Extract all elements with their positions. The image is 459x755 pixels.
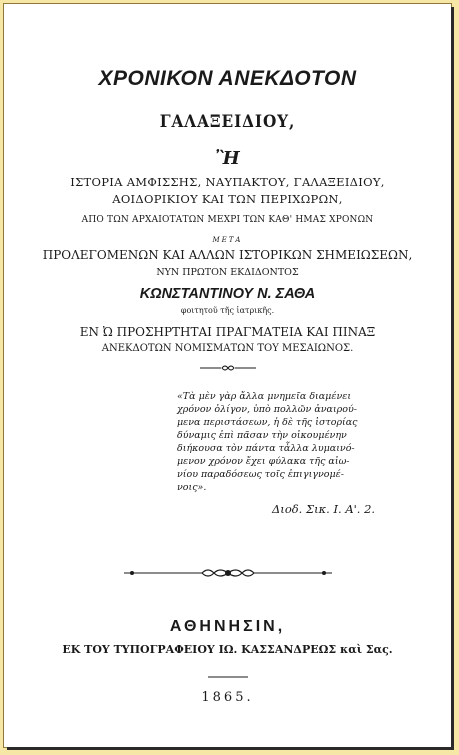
page-frame (4, 4, 451, 747)
appendix-line-2: ΑΝΕΚΔΟΤΩΝ ΝΟΜΙΣΜΑΤΩΝ ΤΟΥ ΜΕΣΑΙΩΝΟΣ. (101, 343, 354, 354)
quote-line: «Τὰ μὲν γὰρ ἄλλα μνημεῖα διαμένει (177, 391, 352, 402)
conjunction: Ἢ (215, 148, 240, 169)
book-title: ΧΡΟΝΙΚΟΝ ΑΝΕΚΔΟΤΟΝ (98, 67, 357, 90)
title-page (4, 4, 451, 747)
publication-year: 1865. (201, 690, 254, 705)
quote-line: δύναμις ἐπὶ πᾶσαν τὴν οἰκουμένην (177, 430, 347, 441)
quote-line: διήκουσα τὸν πάντα τἆλλα λυμαινό- (177, 443, 355, 454)
history-line-2: ΑΟΙΔΟΡΙΚΙΟΥ ΚΑΙ ΤΩΝ ΠΕΡΙΧΩΡΩΝ, (112, 192, 343, 206)
place-of-publication: ΑΘΗΝΗΣΙΝ, (169, 618, 286, 635)
quote-line: νοις». (177, 482, 207, 493)
period-line: ΑΠΟ ΤΩΝ ΑΡΧΑΙΟΤΑΤΩΝ ΜΕΧΡΙ ΤΩΝ ΚΑΘ' ΗΜΑΣ ΧΡΟΝΩΝ (81, 215, 374, 225)
epigraph-quote (177, 390, 373, 494)
quote-line: χρόνον ὀλίγον, ὑπὸ πολλῶν ἀναιρού- (177, 404, 357, 415)
short-rule-icon (208, 676, 248, 678)
quote-line: νίου παραδόσεως τοῖς ἐπιγιγνομέ- (177, 469, 344, 480)
quote-line: μενα περιστάσεων, ἡ δὲ τῆς ἱστορίας (177, 417, 358, 428)
editor-intro: ΝΥΝ ΠΡΩΤΟΝ ΕΚΔΙΔΟΝΤΟΣ (156, 267, 299, 278)
small-ornament-icon (200, 364, 256, 372)
editor-role: φοιτητοῦ τῆς ἰατρικῆς. (180, 306, 275, 315)
meta-line: ΜΕΤΑ (212, 236, 243, 244)
epigraph-citation: Διοδ. Σικ. Ι. Α'. 2. (272, 502, 376, 516)
prolegomena-line: ΠΡΟΛΕΓΟΜΕΝΩΝ ΚΑΙ ΑΛΛΩΝ ΙΣΤΟΡΙΚΩΝ ΣΗΜΕΙΩΣΕΩΝ, (42, 248, 413, 262)
quote-line: μενον χρόνον ἔχει φύλακα τῆς αἰω- (177, 456, 350, 467)
editor-name: ΚΩΝΣΤΑΝΤΙΝΟΥ Ν. ΣΑΘΑ (139, 286, 316, 302)
appendix-line-1: ΕΝ Ὠ ΠΡΟΣΗΡΤΗΤΑΙ ΠΡΑΓΜΑΤΕΙΑ ΚΑΙ ΠΙΝΑΞ (79, 325, 376, 339)
decorative-rule-icon (124, 566, 332, 580)
printer-line: ΕΚ ΤΟΥ ΤΥΠΟΓΡΑΦΕΙΟΥ ΙΩ. ΚΑΣΣΑΝΔΡΕΩΣ καὶ Σας. (62, 643, 393, 656)
book-subtitle: ΓΑΛΑΞΕΙΔΙΟΥ, (159, 112, 296, 132)
history-line-1: ΙΣΤΟΡΙΑ ΑΜΦΙΣΣΗΣ, ΝΑΥΠΑΚΤΟΥ, ΓΑΛΑΞΕΙΔΙΟΥ, (70, 175, 385, 189)
